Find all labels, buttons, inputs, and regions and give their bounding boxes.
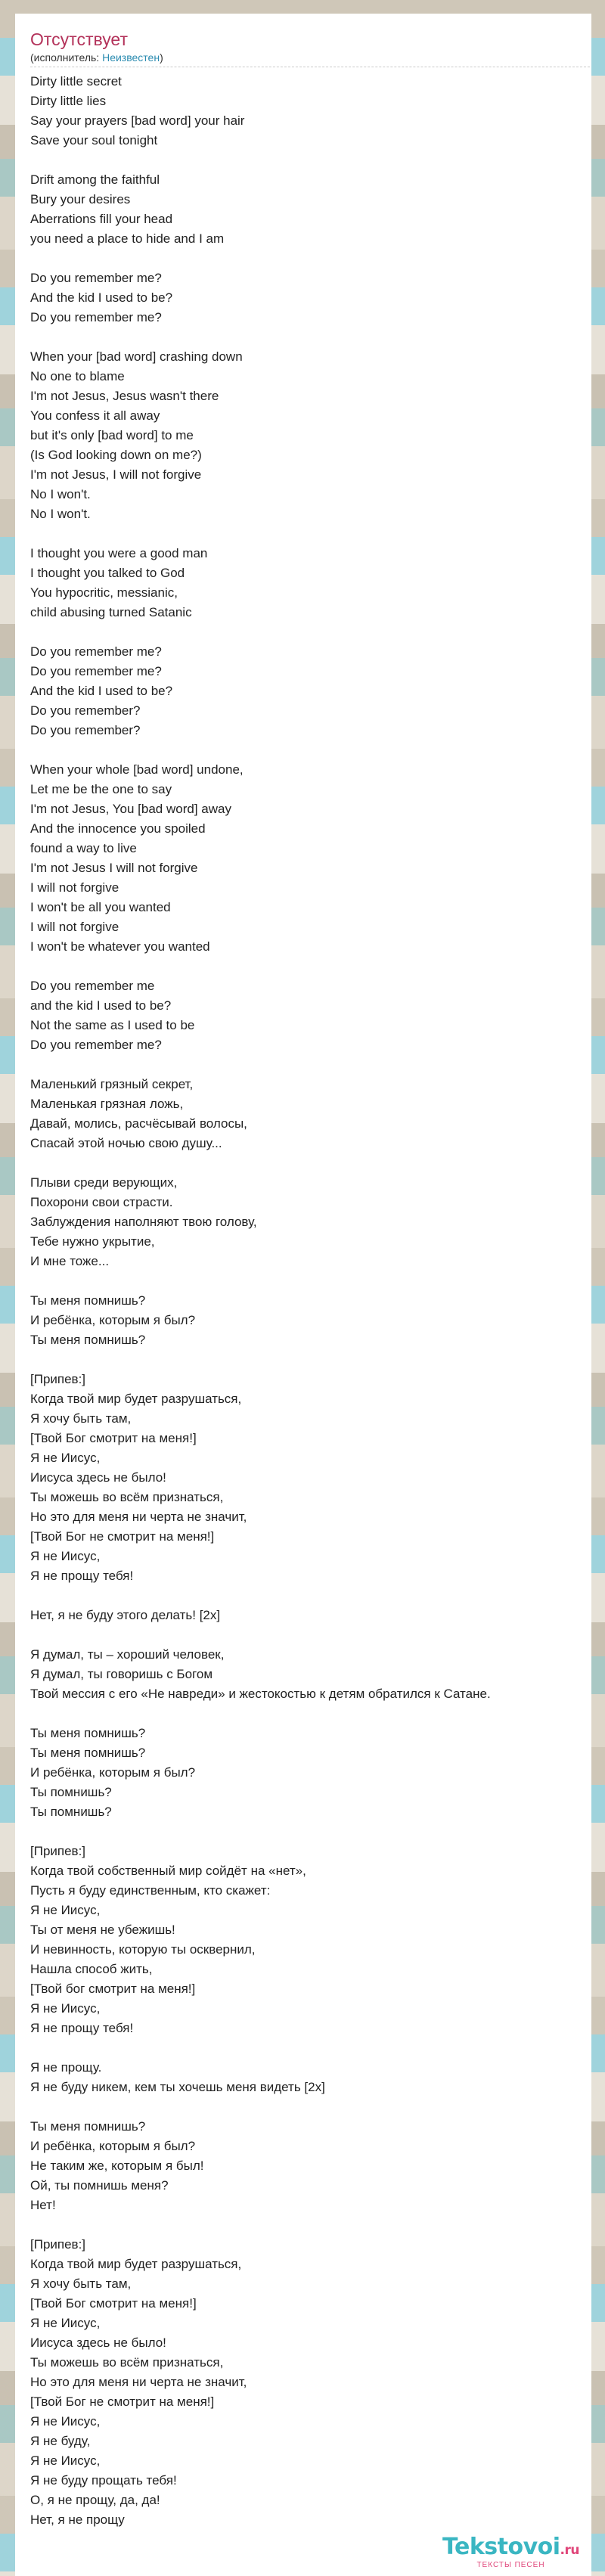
- artist-suffix: ): [160, 51, 163, 64]
- artist-prefix: (исполнитель:: [30, 51, 103, 64]
- lyrics-card: [15, 14, 591, 2576]
- logo-tagline: ТЕКСТЫ ПЕСЕН: [476, 2561, 545, 2569]
- logo-name: Tekstovoi: [442, 2534, 560, 2560]
- artist-link[interactable]: Неизвестен: [102, 51, 160, 64]
- song-title: Отсутствует: [30, 29, 128, 49]
- artist-line: [30, 50, 590, 67]
- logo-tld: .ru: [560, 2543, 579, 2558]
- lyrics-text: Dirty little secret Dirty little lies Say your prayers [bad word] your hair Save your soul tonight Drift among the faithful Bury your desires Aberrations fill your head you need a place to hide and I am Do you remember me? And the kid I used to be? Do you remember me? When your [bad word] crashing down No one to blame I'm not Jesus, Jesus wasn't there You confess it all away but it's only [bad word] to me (Is God looking down on me?) I'm not Jesus, I will not forgive No I won't. No I won't. I thought you were a good man I thought you talked to God You hypocritic, messianic, child abusing turned Satanic Do you remember me? Do you remember me? And the kid I used to be? Do you remember? Do you remember? When your whole [bad word] undone, Let me be the one to say I'm not Jesus, You [bad word] away And the innocence you spoiled found a way to live I'm not Jesus I will not forgive I will not forgive I won't be all you wanted I will not forgive I won't be whatever you wanted Do you remember me and the kid I used to be? Not the same as I used to be Do you remember me? Маленький грязный секрет, Маленькая грязная ложь, Давай, молись, расчёсывай волосы, Спасай этой ночью свою душу... Плыви среди верующих, Похорони свои страсти. Заблуждения наполняют твою голову, Тебе нужно укрытие, И мне тоже... Ты меня помнишь? И ребёнка, которым я был? Ты меня помнишь? [Припев:] Когда твой мир будет разрушаться, Я хочу быть там, [Твой Бог смотрит на меня!] Я не Иисус, Иисуса здесь не было! Ты можешь во всём признаться, Но это для меня ни черта не значит, [Твой Бог не смотрит на меня!] Я не Иисус, Я не прощу тебя! Нет, я не буду этого делать! [2x] Я думал, ты – хороший человек, Я думал, ты говоришь с Богом Твой мессия с его «Не навреди» и жестокостью к детям обратился к Сатане. Ты меня помнишь? Ты меня помнишь? И ребёнка, которым я был? Ты помнишь? Ты помнишь? [Припев:] Когда твой собственный мир сойдёт на «нет», Пусть я буду единственным, кто скажет: Я не Иисус, Ты от меня не убежишь! И невинность, которую ты осквернил, Нашла способ жить, [Твой бог смотрит на меня!] Я не Иисус, Я не прощу тебя! Я не прощу. Я не буду никем, кем ты хочешь меня видеть [2x] Ты меня помнишь? И ребёнка, которым я был? Не таким же, которым я был! Ой, ты помнишь меня? Нет! [Припев:] Когда твой мир будет разрушаться, Я хочу быть там, [Твой Бог смотрит на меня!] Я не Иисус, Иисуса здесь не было! Ты можешь во всём признаться, Но это для меня ни черта не значит, [Твой Бог не смотрит на меня!] Я не Иисус, Я не буду, Я не Иисус, Я не буду прощать тебя! О, я не прощу, да, да! Нет, я не прощу: [30, 74, 491, 2527]
- logo-wordmark: [442, 2535, 579, 2562]
- site-logo[interactable]: [442, 2535, 579, 2570]
